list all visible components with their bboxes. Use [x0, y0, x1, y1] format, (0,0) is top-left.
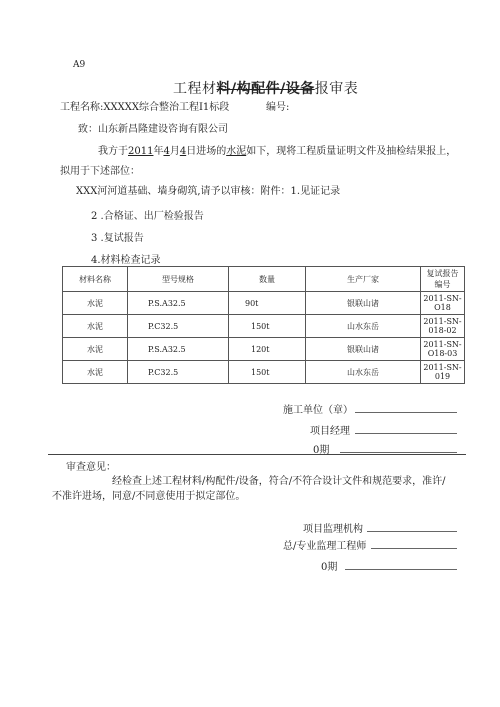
table-header-cell: 数量: [229, 267, 306, 292]
body-text: 我方于: [98, 146, 128, 157]
table-cell: P.C32.5: [128, 315, 229, 338]
body-text: 月: [169, 146, 180, 157]
table-cell: P.S.A32.5: [128, 338, 229, 361]
recipient: 致：山东新昌隆建设咨询有限公司: [78, 124, 228, 135]
table-cell: 2011-SN-O18-03: [421, 338, 465, 361]
table-header-cell: 材料名称: [63, 267, 128, 292]
project-name-value: XXXXX综合整治工程Ⅰ1标段: [103, 102, 230, 113]
material-value: 水泥: [226, 146, 247, 157]
supervisor-org-label: 项目监理机构: [303, 524, 363, 535]
contractor-unit-line: [355, 412, 457, 413]
body-text: 日进场的: [186, 146, 227, 157]
table-cell: 150t: [229, 361, 306, 384]
year-value: 2011: [128, 146, 154, 157]
table-cell: 水泥: [63, 315, 128, 338]
table-cell: 水泥: [63, 292, 128, 315]
body-text: 如下，现将工程质量证明文件及抽检结果报上，: [246, 146, 457, 157]
table-header-cell: 复试报告编号: [421, 267, 465, 292]
review-text-line-1: 经检查上述工程材料/构配件/设备，符合/不符合设计文件和规范要求，准许/: [112, 476, 446, 487]
table-row: [63, 315, 465, 338]
project-manager-line: [355, 433, 457, 434]
project-number-label: 编号:: [266, 102, 290, 113]
section-divider: [48, 454, 466, 455]
attachment-3: 3 .复试报告: [91, 233, 144, 244]
table-cell: 水泥: [63, 361, 128, 384]
table-cell: 2011-SN-019: [421, 361, 465, 384]
body-text: 年: [153, 146, 164, 157]
body-paragraph-3: XXX河河道基础、墙身砌筑,请予以审核：附件：1.见证记录: [76, 186, 341, 197]
contractor-unit-label: 施工单位（章）: [283, 405, 353, 416]
attachment-2: 2 .合格证、出厂检验报告: [91, 211, 204, 222]
table-cell: 银联山诸: [306, 292, 421, 315]
title-part-1: 工程材: [173, 81, 217, 97]
page-title: [173, 78, 358, 98]
table-header-row: [63, 267, 465, 292]
table-row: [63, 292, 465, 315]
table-cell: 150t: [229, 315, 306, 338]
form-code: A9: [73, 60, 86, 70]
table-header-cell: 生产厂家: [306, 267, 421, 292]
title-part-3: 报审表: [314, 81, 359, 97]
table-row: [63, 338, 465, 361]
project-manager-label: 项目经理: [310, 426, 350, 437]
month-value: 4: [163, 146, 170, 157]
table-row: [63, 361, 465, 384]
body-paragraph-1: [98, 142, 456, 157]
project-name-label: 工程名称:: [60, 102, 104, 113]
table-cell: 水泥: [63, 338, 128, 361]
table-cell: 120t: [229, 338, 306, 361]
table-cell: P.C32.5: [128, 361, 229, 384]
supervisor-date-label: 0期: [321, 562, 338, 573]
table-cell: 山水东岳: [306, 361, 421, 384]
table-cell: 2011-SN-O18: [421, 292, 465, 315]
table-cell: P.S.A32.5: [128, 292, 229, 315]
contractor-date-label: 0期: [313, 445, 330, 456]
review-text-line-2: 不准许进场，同意/不同意使用于拟定部位。: [52, 491, 246, 502]
supervisor-engineer-line: [371, 548, 457, 549]
body-paragraph-2: 拟用于下述部位：: [60, 166, 140, 177]
attachment-4: 4.材料检查记录: [91, 255, 161, 266]
day-value: 4: [179, 146, 187, 157]
table-cell: 银联山诸: [306, 338, 421, 361]
table-cell: 山水东岳: [306, 315, 421, 338]
contractor-date-line: [340, 452, 457, 453]
material-check-table: [62, 266, 465, 384]
review-heading: 审查意见：: [66, 462, 116, 473]
project-name-row: [60, 98, 229, 113]
supervisor-date-line: [345, 569, 457, 570]
title-part-2: 料/构配件/设备: [216, 81, 315, 97]
table-cell: 2011-SN-018-02: [421, 315, 465, 338]
supervisor-org-line: [367, 531, 457, 532]
table-cell: 90t: [229, 292, 306, 315]
supervisor-engineer-label: 总/专业监理工程师: [283, 541, 367, 552]
table-header-cell: 型号规格: [128, 267, 229, 292]
